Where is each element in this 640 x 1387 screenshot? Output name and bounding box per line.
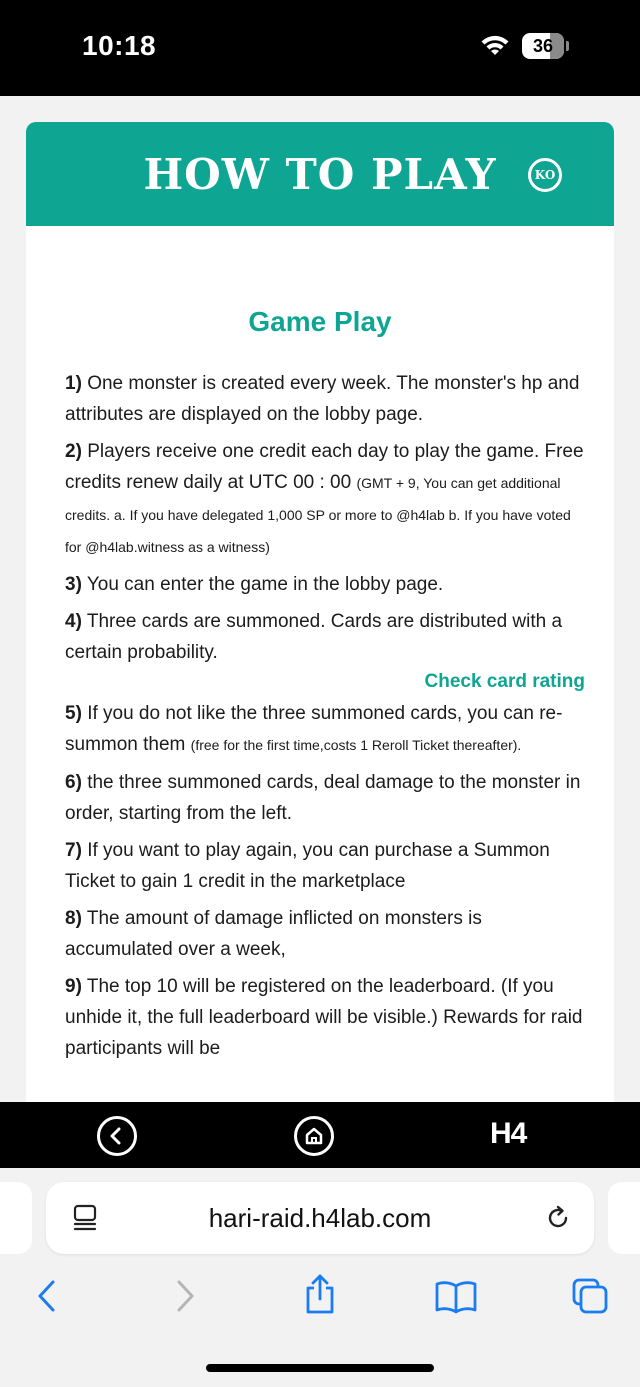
- rule-number: 6): [65, 772, 82, 793]
- rule-number: 8): [65, 908, 82, 929]
- back-button[interactable]: [97, 1116, 137, 1156]
- home-button[interactable]: [294, 1116, 334, 1156]
- rule-item: [65, 606, 585, 668]
- check-card-rating-link[interactable]: Check card rating: [424, 671, 585, 692]
- battery-nub: [566, 41, 569, 51]
- browser-back-icon[interactable]: [34, 1278, 60, 1314]
- wifi-icon: [478, 32, 512, 58]
- rule-text: The top 10 will be registered on the leaderboard. (If you unhide it, the full leaderboard will be visible.) Rewards for raid participants will be: [65, 976, 583, 1059]
- h4-logo[interactable]: H4: [490, 1117, 527, 1150]
- rule-item: [65, 436, 585, 563]
- rule-item: [65, 835, 585, 897]
- rule-item: [65, 569, 585, 600]
- battery-level: 36: [532, 36, 554, 56]
- rule-text: Three cards are summoned. Cards are distributed with a certain probability.: [65, 611, 563, 663]
- language-toggle-button[interactable]: KO: [528, 158, 562, 192]
- page-content[interactable]: [0, 96, 640, 1102]
- rule-text: the three summoned cards, deal damage to the monster in order, starting from the left.: [65, 772, 581, 824]
- rule-text: One monster is created every week. The monster's hp and attributes are displayed on the lobby page.: [65, 373, 580, 425]
- battery-icon: [522, 33, 564, 59]
- app-bottom-nav: [0, 1102, 640, 1168]
- reload-icon[interactable]: [544, 1204, 572, 1232]
- previous-tab-preview[interactable]: [0, 1182, 32, 1254]
- rule-text: The amount of damage inflicted on monsters is accumulated over a week,: [65, 908, 482, 960]
- rule-text: If you want to play again, you can purchase a Summon Ticket to gain 1 credit in the marketplace: [65, 840, 550, 892]
- rule-number: 9): [65, 976, 82, 997]
- back-icon: [100, 1119, 134, 1153]
- rule-number: 5): [65, 703, 82, 724]
- page-title: HOW TO PLAY: [143, 150, 497, 199]
- rule-item: [65, 368, 585, 430]
- rule-number: 3): [65, 574, 82, 595]
- address-bar[interactable]: [46, 1182, 594, 1254]
- rule-item: [65, 971, 585, 1064]
- rule-note: (free for the first time,costs 1 Reroll Ticket thereafter).: [190, 737, 522, 753]
- rule-text: You can enter the game in the lobby page.: [86, 574, 444, 595]
- rule-number: 4): [65, 611, 82, 632]
- card-header: [26, 122, 614, 226]
- home-icon: [297, 1119, 331, 1153]
- rules-list: [65, 368, 585, 1070]
- browser-forward-icon[interactable]: [172, 1278, 198, 1314]
- rule-number: 2): [65, 441, 82, 462]
- home-indicator[interactable]: [206, 1364, 434, 1372]
- status-bar: [0, 0, 640, 96]
- rule-number: 7): [65, 840, 82, 861]
- rule-note: (GMT + 9, You can get additional credits. a. If you have delegated 1,000 SP or more to @h4lab b. If you have voted for @h4lab.witness as a witness): [65, 475, 571, 555]
- how-to-play-card: [26, 122, 614, 1102]
- tabs-icon[interactable]: [570, 1276, 610, 1316]
- rule-text: If you do not like the three summoned cards, you can re-summon them: [65, 703, 563, 755]
- rule-text: Players receive one credit each day to play the game. Free credits renew daily at UTC 00 : 00: [65, 441, 584, 493]
- status-time: 10:18: [82, 30, 157, 61]
- rule-item: [65, 903, 585, 965]
- url-text[interactable]: hari-raid.h4lab.com: [208, 1203, 432, 1233]
- browser-toolbar: [0, 1168, 640, 1387]
- rule-item: [65, 767, 585, 829]
- rule-number: 1): [65, 373, 82, 394]
- next-tab-preview[interactable]: [608, 1182, 640, 1254]
- section-title: Game Play: [248, 306, 392, 337]
- bookmarks-icon[interactable]: [434, 1280, 478, 1314]
- share-icon[interactable]: [302, 1272, 338, 1316]
- rule-item: [65, 698, 585, 761]
